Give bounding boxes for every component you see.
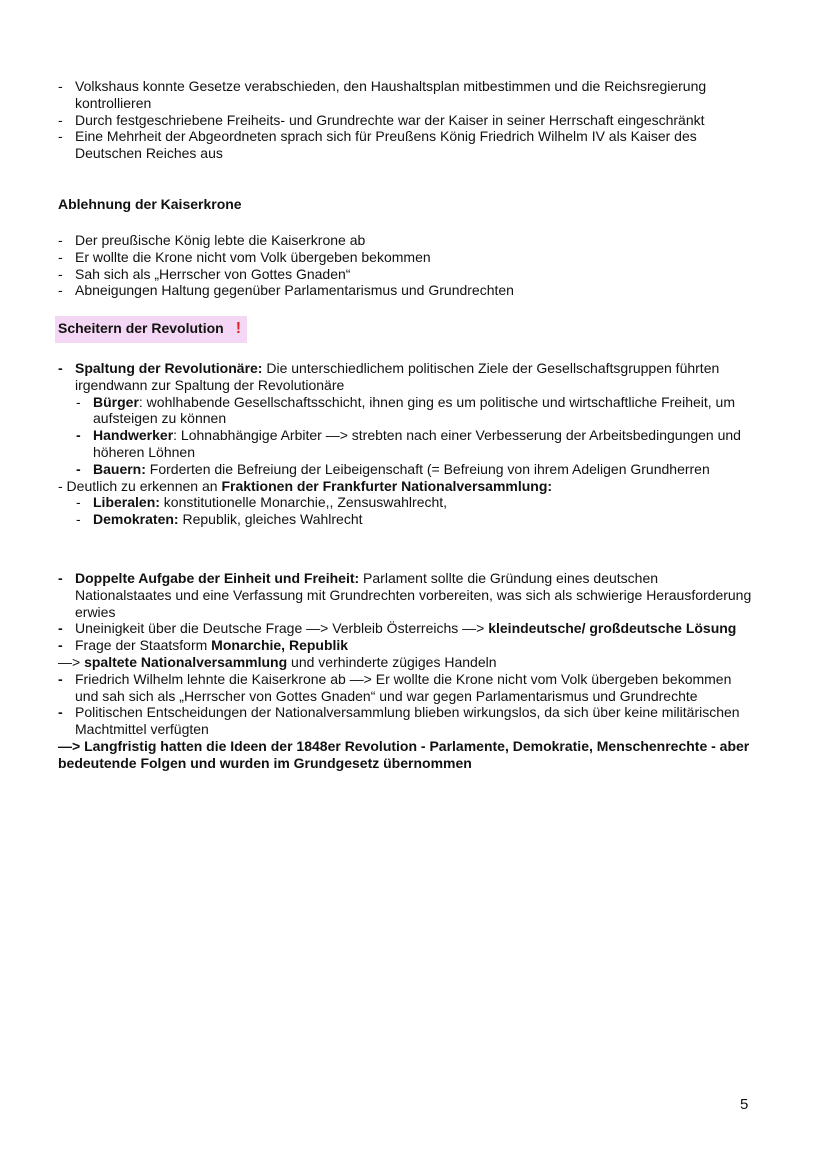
exclamation-icon: !	[235, 320, 242, 337]
list-item: - Durch festgeschriebene Freiheits- und Grundrechte war der Kaiser in seiner Herrschaft eingeschränkt	[58, 111, 705, 128]
list-item: - Friedrich Wilhelm lehnte die Kaiserkrone ab —> Er wollte die Krone nicht vom Volk übergeben bekommen und sah sich als „Herrscher von Gottes Gnaden“ und war gegen Parlamentarismus und Grundrechte	[58, 670, 732, 704]
list-item: - Doppelte Aufgabe der Einheit und Freiheit: Parlament sollte die Gründung eines deutschen Nationalstaates und eine Verfassung mit Grundrechten vorbereiten, was sich als schwierige Herausforderung erwies	[58, 570, 752, 620]
spaltete-line: —> spaltete Nationalversammlung und verhinderte zügiges Handeln	[58, 653, 497, 670]
list-item: - Er wollte die Krone nicht vom Volk übergeben bekommen	[58, 248, 431, 265]
list-item: - Spaltung der Revolutionäre: Die unterschiedlichem politischen Ziele der Gesellschaftsgruppen führten irgendwann zur Spaltung der Revolutionäre	[58, 360, 720, 393]
list-item: - Volkshaus konnte Gesetze verabschieden, den Haushaltsplan mitbestimmen und die Reichsregierung kontrollieren	[58, 78, 707, 111]
sub-list-item: - Bürger: wohlhabende Gesellschaftsschicht, ihnen ging es um politische und wirtschaftliche Freiheit, um aufsteigen zu können	[76, 393, 735, 427]
page-number: 5	[740, 1096, 749, 1113]
scheitern-list	[58, 360, 758, 528]
list-item: - Sah sich als „Herrscher von Gottes Gnaden“	[58, 265, 351, 282]
summary-list	[58, 570, 758, 772]
intro-list	[58, 78, 758, 162]
list-item: - Frage der Staatsform Monarchie, Republik	[58, 637, 349, 654]
sub-list-item: - Bauern: Forderten die Befreiung der Leibeigenschaft (= Befreiung von ihrem Adeligen Grundherren	[76, 460, 710, 477]
list-item: - Der preußische König lebte die Kaiserkrone ab	[58, 232, 366, 248]
fraktionen-line: - Deutlich zu erkennen an Fraktionen der Frankfurter Nationalversammlung:	[58, 477, 553, 494]
highlighted-heading: Scheitern der Revolution !	[55, 316, 247, 343]
ablehnung-list	[58, 232, 758, 299]
heading-scheitern	[58, 316, 758, 343]
conclusion: —> Langfristig hatten die Ideen der 1848er Revolution - Parlamente, Demokratie, Menschenrechte - aber bedeutende Folgen und wurden im Grundgesetz übernommen	[58, 737, 750, 771]
sub-list-item: - Liberalen: konstitutionelle Monarchie,, Zensuswahlrecht,	[76, 494, 448, 511]
list-item: - Uneinigkeit über die Deutsche Frage —> Verbleib Österreichs —> kleindeutsche/ großdeutsche Lösung	[58, 620, 737, 637]
sub-list-item: - Handwerker: Lohnabhängige Arbiter —> strebten nach einer Verbesserung der Arbeitsbedingungen und höheren Löhnen	[76, 427, 741, 460]
list-item: - Eine Mehrheit der Abgeordneten sprach sich für Preußens König Friedrich Wilhelm IV als Kaiser des Deutschen Reiches aus	[58, 128, 697, 162]
heading-ablehnung: Ablehnung der Kaiserkrone	[58, 196, 242, 212]
sub-list-item: - Demokraten: Republik, gleiches Wahlrecht	[76, 511, 363, 528]
list-item: - Politischen Entscheidungen der Nationalversammlung blieben wirkungslos, da sich über keine militärischen Machtmittel verfügten	[58, 704, 740, 738]
list-item: - Abneigungen Haltung gegenüber Parlamentarismus und Grundrechten	[58, 282, 514, 299]
